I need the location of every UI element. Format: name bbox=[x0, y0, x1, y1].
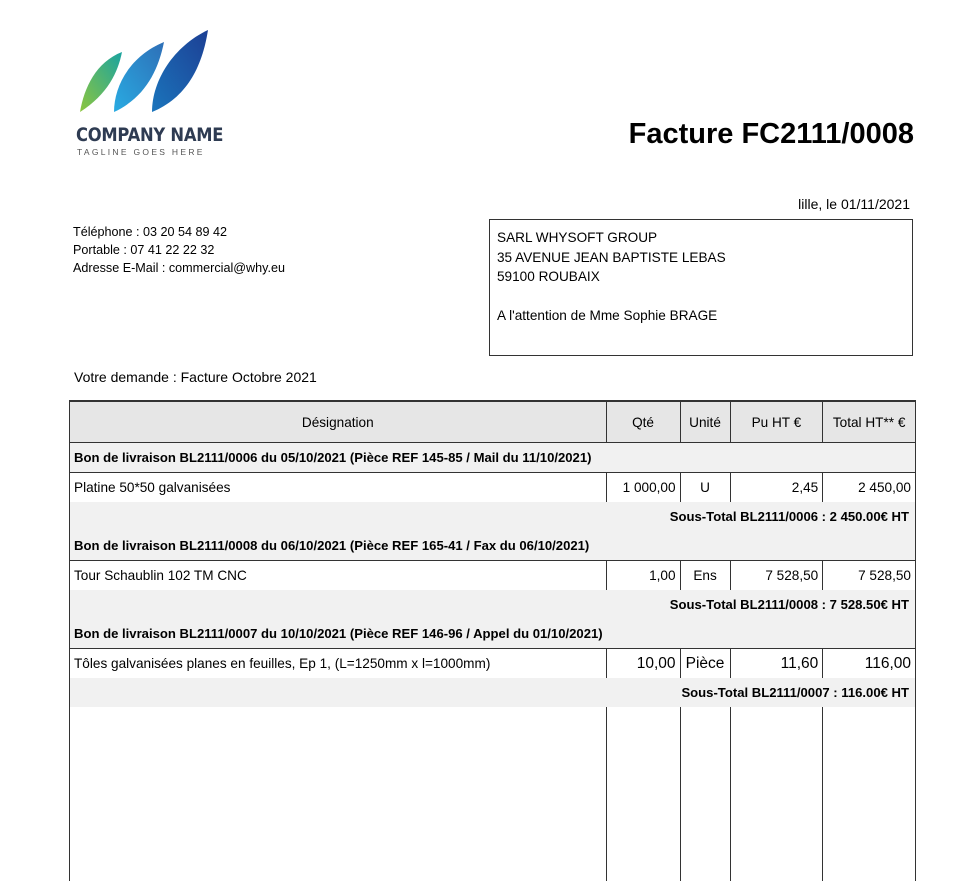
contact-block bbox=[73, 223, 285, 277]
table-header bbox=[70, 401, 916, 443]
recipient-address-box bbox=[489, 219, 913, 356]
item-total: 7 528,50 bbox=[823, 561, 916, 591]
empty-cell bbox=[70, 707, 607, 881]
col-designation: Désignation bbox=[70, 401, 607, 443]
item-unit: Ens bbox=[680, 561, 730, 591]
item-qty: 1,00 bbox=[606, 561, 680, 591]
company-logo bbox=[76, 28, 224, 158]
item-total: 116,00 bbox=[823, 649, 916, 679]
contact-mobile: Portable : 07 41 22 22 32 bbox=[73, 243, 215, 257]
recipient-street: 35 AVENUE JEAN BAPTISTE LEBAS bbox=[497, 249, 726, 265]
table-row bbox=[70, 649, 916, 679]
recipient-attention: A l'attention de Mme Sophie BRAGE bbox=[497, 308, 718, 324]
subtotal-text: Sous-Total BL2111/0008 : 7 528.50€ HT bbox=[70, 590, 916, 619]
group-title: Bon de livraison BL2111/0008 du 06/10/2021 (Pièce REF 165-41 / Fax du 06/10/2021) bbox=[70, 531, 916, 561]
subtotal-text: Sous-Total BL2111/0007 : 116.00€ HT bbox=[70, 678, 916, 707]
invoice-date: lille, le 01/11/2021 bbox=[798, 196, 910, 212]
subtotal-row bbox=[70, 678, 916, 707]
empty-cell bbox=[823, 707, 916, 881]
item-unit: Pièce bbox=[680, 649, 730, 679]
item-designation: Platine 50*50 galvanisées bbox=[70, 473, 607, 503]
invoice-table bbox=[69, 400, 916, 881]
delivery-group-header bbox=[70, 443, 916, 473]
recipient-city: 59100 ROUBAIX bbox=[497, 269, 600, 285]
company-name: COMPANY NAME bbox=[76, 124, 224, 146]
invoice-title: Facture FC2111/0008 bbox=[628, 118, 914, 150]
table-row bbox=[70, 561, 916, 591]
col-unit: Unité bbox=[680, 401, 730, 443]
empty-cell bbox=[606, 707, 680, 881]
delivery-group-header bbox=[70, 619, 916, 649]
item-qty: 10,00 bbox=[606, 649, 680, 679]
logo-mark-icon bbox=[78, 28, 208, 118]
recipient-company: SARL WHYSOFT GROUP bbox=[497, 230, 658, 245]
col-qty: Qté bbox=[606, 401, 680, 443]
company-tagline: TAGLINE GOES HERE bbox=[77, 147, 205, 157]
empty-cell bbox=[730, 707, 823, 881]
contact-email: Adresse E-Mail : commercial@why.eu bbox=[73, 261, 286, 275]
item-total: 2 450,00 bbox=[823, 473, 916, 503]
item-unit-price: 11,60 bbox=[730, 649, 823, 679]
item-qty: 1 000,00 bbox=[606, 473, 680, 503]
subtotal-text: Sous-Total BL2111/0006 : 2 450.00€ HT bbox=[70, 502, 916, 531]
empty-table-space bbox=[70, 707, 916, 881]
item-unit: U bbox=[680, 473, 730, 503]
item-unit-price: 7 528,50 bbox=[730, 561, 823, 591]
subtotal-row bbox=[70, 590, 916, 619]
contact-phone: Téléphone : 03 20 54 89 42 bbox=[73, 225, 228, 239]
item-unit-price: 2,45 bbox=[730, 473, 823, 503]
item-designation: Tôles galvanisées planes en feuilles, Ep 1, (L=1250mm x l=1000mm) bbox=[70, 649, 607, 679]
request-reference: Votre demande : Facture Octobre 2021 bbox=[74, 369, 317, 385]
group-title: Bon de livraison BL2111/0006 du 05/10/2021 (Pièce REF 145-85 / Mail du 11/10/2021) bbox=[70, 443, 916, 473]
delivery-group-header bbox=[70, 531, 916, 561]
empty-cell bbox=[680, 707, 730, 881]
group-title: Bon de livraison BL2111/0007 du 10/10/2021 (Pièce REF 146-96 / Appel du 01/10/2021) bbox=[70, 619, 916, 649]
col-total: Total HT** € bbox=[823, 401, 916, 443]
subtotal-row bbox=[70, 502, 916, 531]
table-row bbox=[70, 473, 916, 503]
item-designation: Tour Schaublin 102 TM CNC bbox=[70, 561, 607, 591]
col-unit-price: Pu HT € bbox=[730, 401, 823, 443]
